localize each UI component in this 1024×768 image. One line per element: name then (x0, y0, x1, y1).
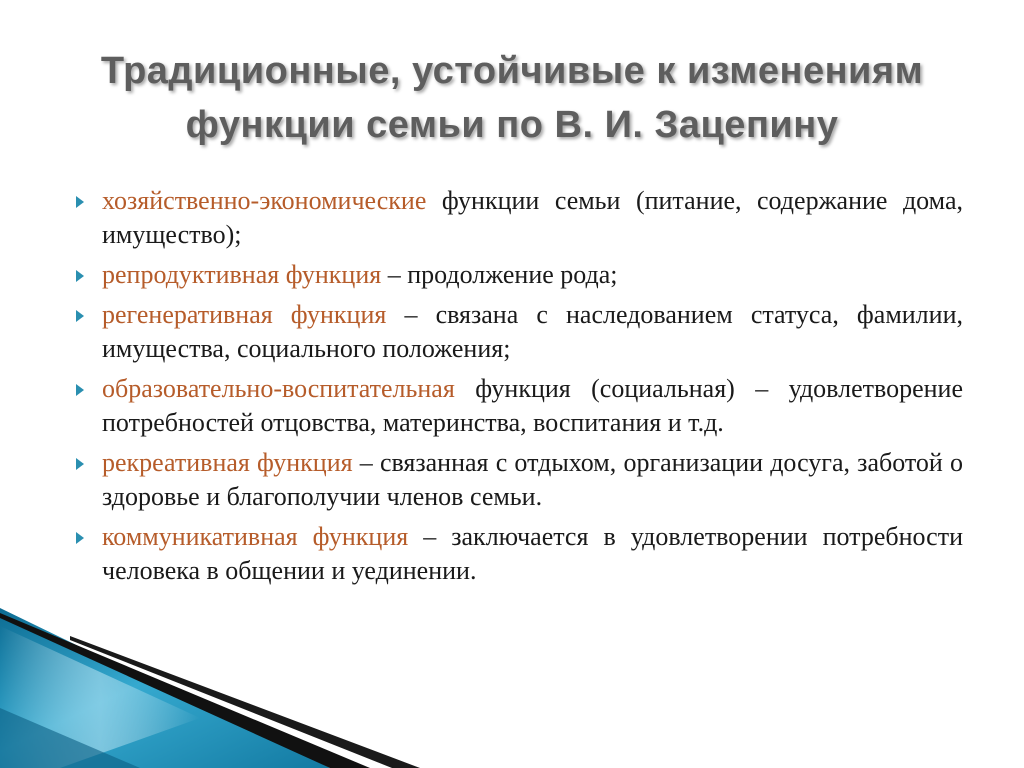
list-item (72, 520, 963, 588)
list-item (72, 298, 963, 366)
list-item (72, 372, 963, 440)
item-text: – связана с наследованием статуса, фамилии, имущества, социального положения; (102, 300, 963, 363)
list-item (72, 184, 963, 252)
title-line-2: функции семьи по В. И. Зацепину (185, 104, 839, 146)
item-term: рекреативная функция (102, 448, 353, 477)
triangle-bullet-icon (76, 270, 84, 282)
item-term: хозяйственно-экономические (102, 186, 427, 215)
triangle-bullet-icon (76, 384, 84, 396)
list-item (72, 446, 963, 514)
title-line-1: Традиционные, устойчивые к изменениям (100, 50, 924, 92)
list-item (72, 258, 963, 292)
item-term: образовательно-воспитательная (102, 374, 455, 403)
corner-decoration (0, 608, 1024, 768)
item-text: – связанная с отдыхом, организации досуга, заботой о здоровье и благополучии членов семьи. (102, 448, 963, 511)
triangle-bullet-icon (76, 532, 84, 544)
triangle-bullet-icon (76, 196, 84, 208)
item-text: функция (социальная) – удовлетворение потребностей отцовства, материнства, воспитания и т.д. (102, 374, 963, 437)
item-term: коммуникативная функция (102, 522, 409, 551)
bullet-list (72, 184, 963, 594)
triangle-bullet-icon (76, 310, 84, 322)
item-term: регенеративная функция (102, 300, 387, 329)
triangle-bullet-icon (76, 458, 84, 470)
slide-title (60, 44, 964, 152)
item-text: функции семьи (питание, содержание дома, имущество); (102, 186, 963, 249)
item-text: – продолжение рода; (381, 260, 618, 289)
item-term: репродуктивная функция (102, 260, 382, 289)
item-text: – заключается в удовлетворении потребности человека в общении и уединении. (102, 522, 963, 585)
